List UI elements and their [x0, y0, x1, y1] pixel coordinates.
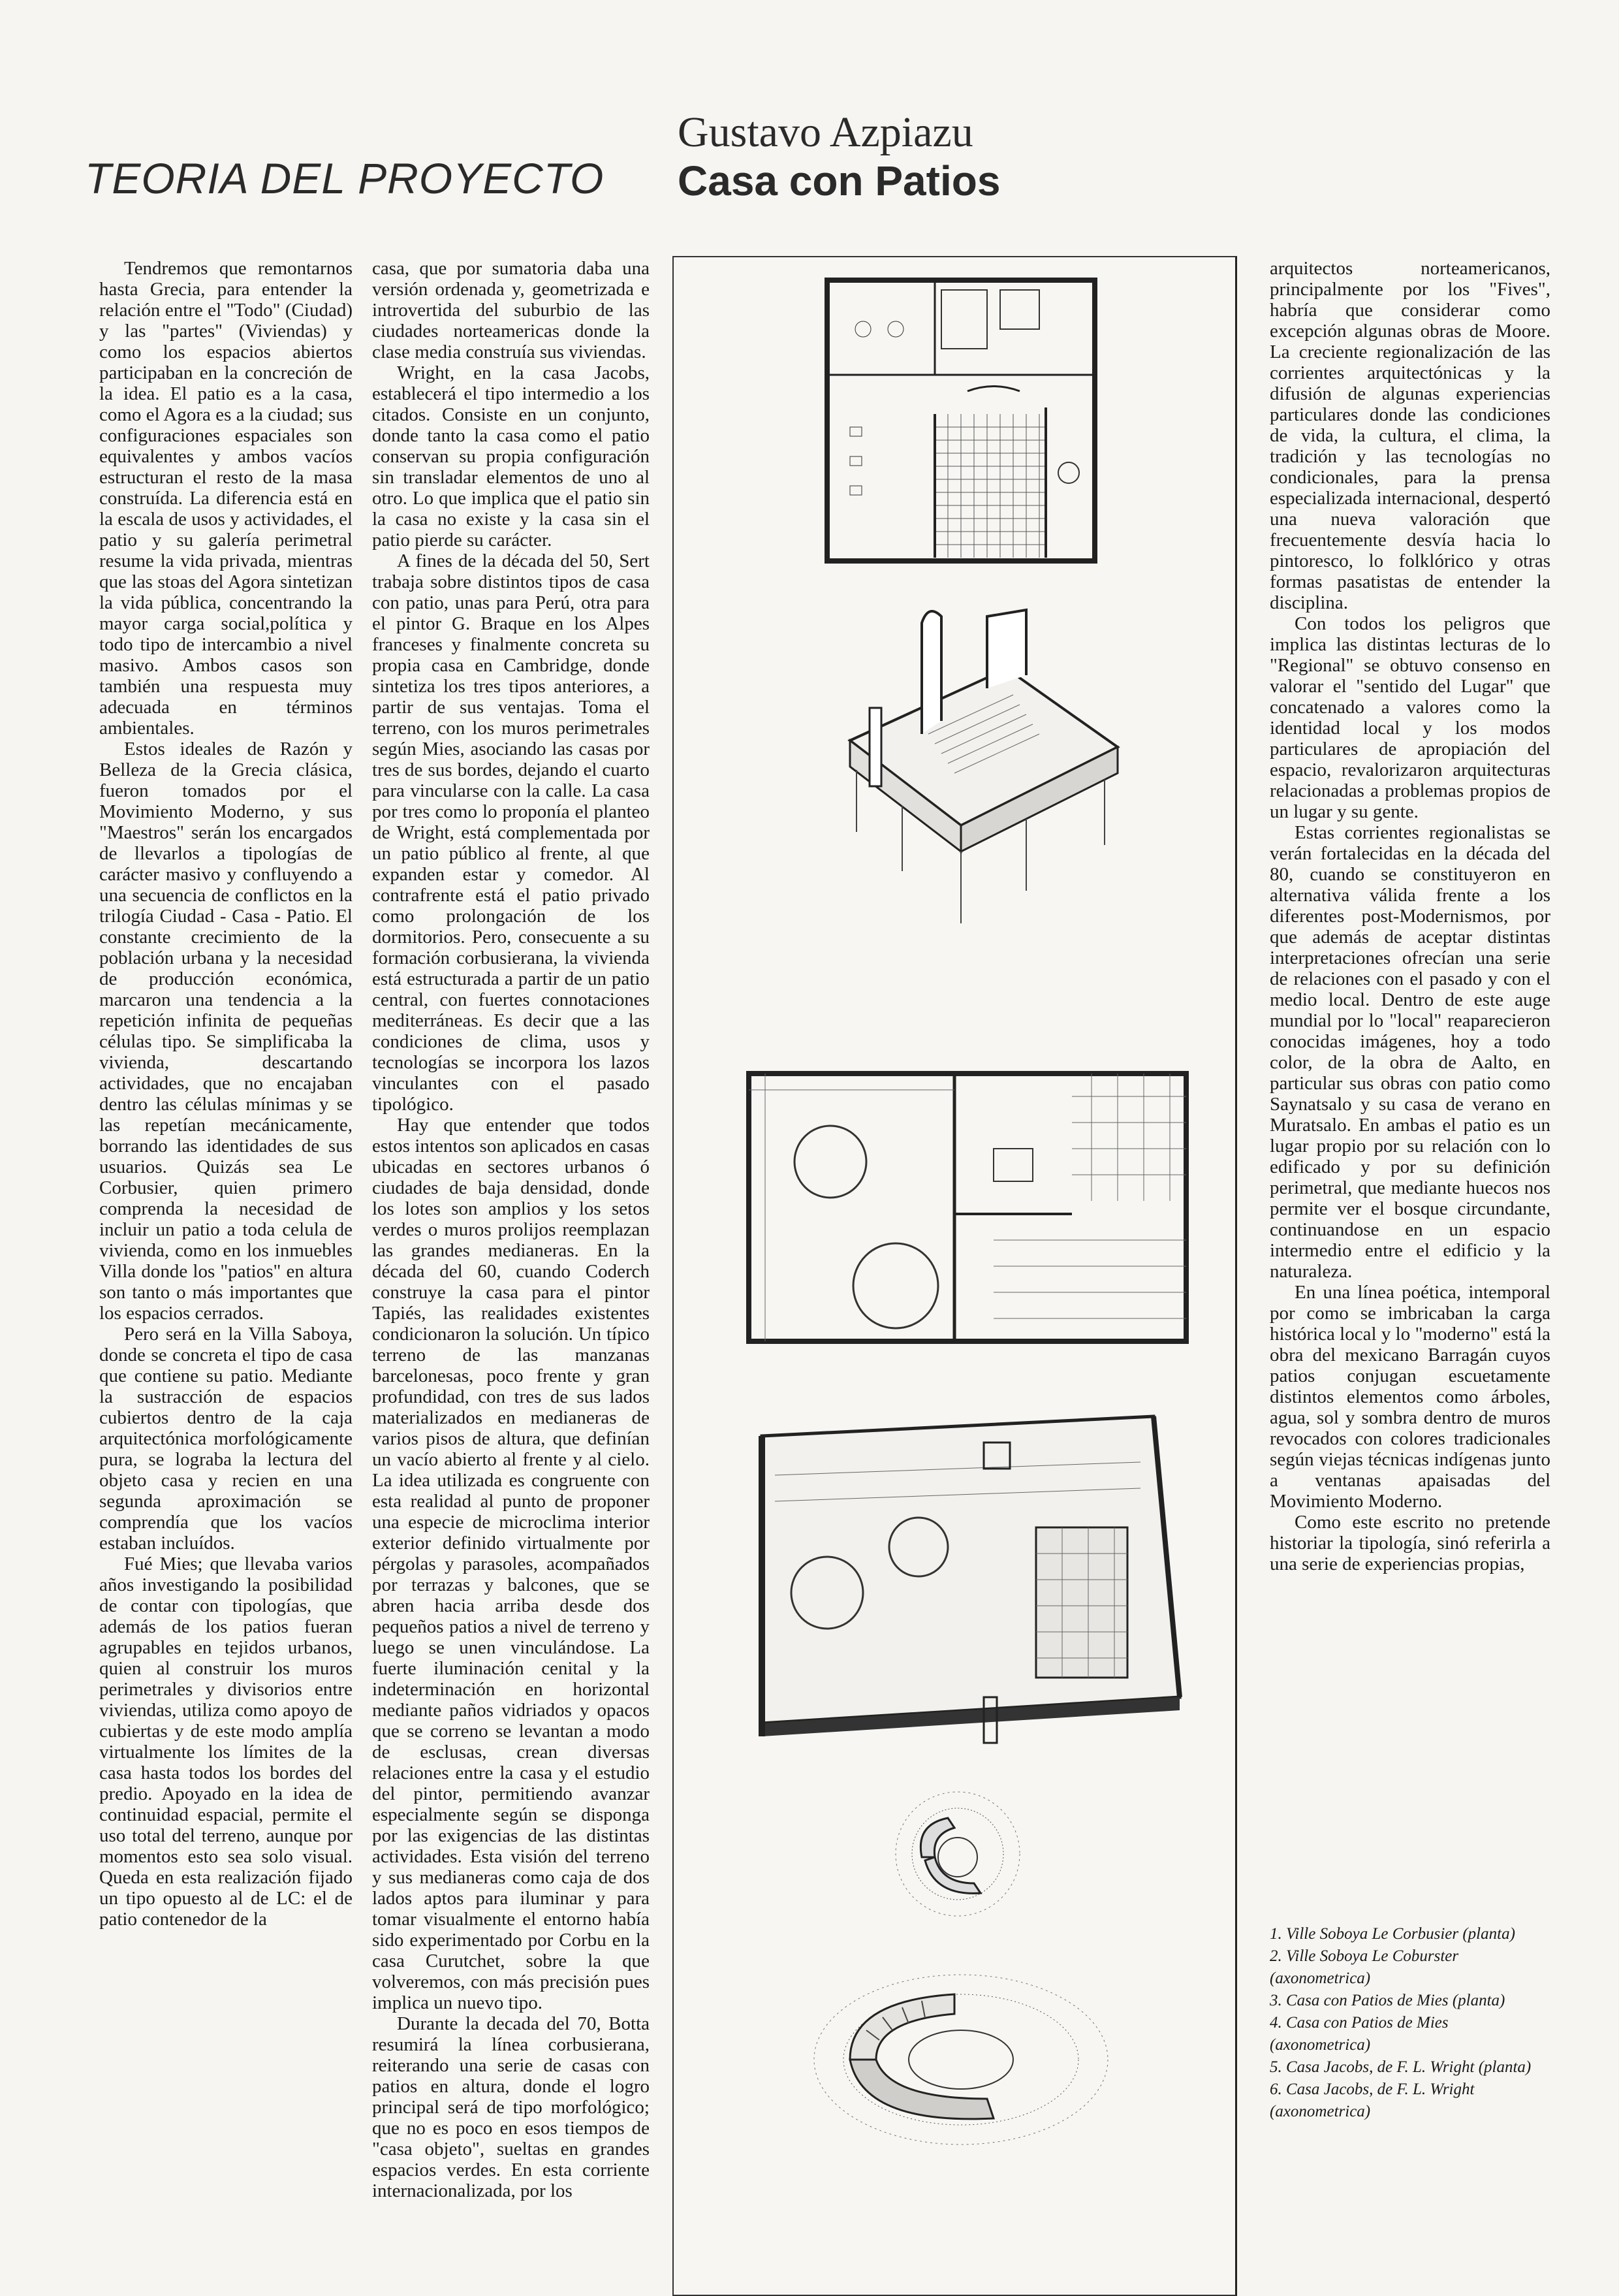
paragraph: Wright, en la casa Jacobs, establecerá el tipo intermedio a los citados. Consiste en un conjunto, donde tanto la casa como el patio conservan su propia configuración sin transladar elementos de uno al otro. Lo que implica que el patio sin la casa no existe y la casa sin el patio pierde su carácter. — [372, 362, 650, 550]
text-column-3 — [1270, 258, 1550, 1574]
figure-captions — [1270, 1923, 1544, 2123]
caption-item: 4. Casa con Patios de Mies (axonometrica) — [1270, 2014, 1449, 2054]
article-title: Casa con Patios — [678, 157, 1001, 204]
paragraph: Fué Mies; que llevaba varios años investigando la posibilidad de contar con tipologías, que además de los patios fueran agrupables en tejidos urbanos, quien al construir los muros perimetrales y divisorios entre viviendas, utiliza como apoyo de cubiertas y de este modo amplía virtualmente los límites de la casa hasta todos los bordes del predio. Apoyado en la idea de continuidad espacial, permite el uso total del terreno, aunque por momentos esto sea solo visual. Queda en esta realización fijado un tipo opuesto al de LC: el de patio contenedor de la — [99, 1554, 353, 1930]
caption-item: 2. Ville Soboya Le Coburster (axonometrica) — [1270, 1947, 1459, 1987]
paragraph: Estas corrientes regionalistas se verán fortalecidas en la década del 80, cuando se constituyeron en alternativa válida frente a los diferentes post-Modernismos, por que además de aceptar distintas interpretaciones ofrecían una serie de relaciones con el pasado y con el medio local. Dentro de este auge mundial por lo "local" reaparecieron conocidas imágenes, hoy a todo color, de la obra de Aalto, en particular sus obras con patio como Saynatsalo y su casa de verano en Muratsalo. En ambas el patio es un lugar propio por su relación con lo edificado y por su definición perimetral, que mediante huecos nos permite ver el bosque circundante, continuandose en un espacio intermedio entre el edificio y la naturaleza. — [1270, 822, 1550, 1282]
caption-item: 5. Casa Jacobs, de F. L. Wright (planta) — [1270, 2058, 1532, 2076]
mies-patio-house-plan-drawing — [746, 1070, 1189, 1345]
paragraph: Pero será en la Villa Saboya, donde se concreta el tipo de casa que contiene su patio. Mediante la sustracción de espacios cubiertos dentro de la caja arquitectónica morfológicamente pura, se lograba la lectura del objeto casa y recien en una segunda aproximación se comprendía que los vacíos estaban incluídos. — [99, 1324, 353, 1554]
paragraph: Durante la decada del 70, Botta resumirá la línea corbusierana, reiterando una serie de casas con patios en altura, donde el logro principal será de tipo morfológico; que no es poco en esos tiempos de "casa objeto", sueltas en grandes espacios verdes. En esta corriente internacionalizada, por los — [372, 2013, 650, 2201]
jacobs-house-axonometric-drawing — [804, 1962, 1118, 2158]
mies-patio-house-axonometric-drawing — [749, 1397, 1193, 1749]
paragraph: casa, que por sumatoria daba una versión ordenada y, geometrizada e introvertida del suburbio de las ciudades norteamericas donde la clase media construía sus viviendas. — [372, 258, 650, 362]
paragraph: A fines de la década del 50, Sert trabaja sobre distintos tipos de casa con patio, unas para Perú, otra para el pintor G. Braque en los Alpes franceses y finalmente concreta su propia casa en Cambridge, donde sintetiza los tres tipos anteriores, a partir de sus ventajas. Toma el terreno, con los muros perimetrales según Mies, asociando las casas por tres de sus bordes, dejando el cuarto para vincularse con la calle. La casa por tres como lo proponía el planteo de Wright, está complementada por un patio público al frente, al que expanden estar y comedor. Al contrafrente está el patio privado como prolongación de los dormitorios. Pero, consecuente a su formación corbusierana, la vivienda está estructurada a partir de un patio central, con fuertes connotaciones mediterráneas. Es decir que a las condiciones de clima, usos y tecnologías se incorpora los lazos vinculantes con el pasado tipológico. — [372, 550, 650, 1115]
paragraph: Estos ideales de Razón y Belleza de la Grecia clásica, fueron tomados por el Movimiento Moderno, y sus "Maestros" serán los encargados de llevarlos a tipologías de carácter masivo y confluyendo a una secuencia de conflictos en la trilogía Ciudad - Casa - Patio. El constante crecimiento de la población urbana y la necesidad de producción económica, marcaron una tendencia a la repetición infinita de pequeñas células tipo. Se simplificaba la vivienda, descartando actividades, que no encajaban dentro las células mínimas y se las repetían mecánicamente, borrando las identidades de sus usuarios. Quizás sea Le Corbusier, quien primero comprenda la necesidad de incluir un patio a toda celula de vivienda, como en los inmuebles Villa donde los "patios" en altura son tanto o más importantes que los espacios cerrados. — [99, 739, 353, 1324]
section-title: TEORIA DEL PROYECTO — [85, 154, 605, 202]
paragraph: Tendremos que remontarnos hasta Grecia, para entender la relación entre el "Todo" (Ciudad) y las "partes" (Viviendas) y como los espacios abiertos participaban en la concreción de la idea. El patio es a la casa, como el Agora es a la ciudad; sus configuraciones espaciales son equivalentes y ambos vacíos estructuran el resto de la masa construída. La diferencia está en la escala de usos y actividades, el patio y su galería perimetral resume la vida privada, mientras que las stoas del Agora sintetizan la vida pública, concentrando la mayor carga social,política y todo tipo de intercambio a nivel masivo. Ambos casos son también una respuesta muy adecuada en términos ambientales. — [99, 258, 353, 739]
paragraph: Hay que entender que todos estos intentos son aplicados en casas ubicadas en sectores urbanos ó ciudades de baja densidad, donde los lotes son amplios y los setos verdes o muros prolijos reemplazan las grandes medianeras. En la década del 60, cuando Coderch construye la casa para el pintor Tapiés, las realidades existentes condicionaron la solución. Un típico terreno de las manzanas barcelonesas, poco frente y gran profundidad, con tres de sus lados materializados en medianeras de varios pisos de altura, que definían un vacío abierto al frente y al cielo. La idea utilizada es congruente con esta realidad al punto de proponer una especie de microclima interior exterior definido virtualmente por pérgolas y parasoles, acompañados por terrazas y balcones, que se abren hacia arriba desde dos pequeños patios a nivel de terreno y luego se unen vinculándose. La fuerte iluminación cenital y la indeterminación en horizontal mediante paños vidriados y opacos que se correno se levantan a modo de esclusas, crean diversas relaciones entre la casa y el estudio del pintor, permitiendo avanzar especialmente según se disponga por las exigencias de las distintas actividades. Esta visión del terreno y sus medianeras como caja de dos lados aptos para iluminar y para tomar visualmente el entorno había sido experimentado por Corbu en la casa Curutchet, sobre la que volveremos, con más precisión pues implica un nuevo tipo. — [372, 1115, 650, 2013]
paragraph: Como este escrito no pretende historiar la tipología, sinó referirla a una serie de experiencias propias, — [1270, 1512, 1550, 1574]
caption-item: 6. Casa Jacobs, de F. L. Wright (axonometrica) — [1270, 2081, 1475, 2120]
paragraph: En una línea poética, intemporal por como se imbricaban la carga histórica local y lo "moderno" está la obra del mexicano Barragán cuyos patios conjugan escuetamente distintos elementos como árboles, agua, sol y sombra dentro de muros revocados con colores tradicionales según viejas técnicas indígenas junto a ventanas apaisadas del Movimiento Moderno. — [1270, 1282, 1550, 1512]
jacobs-house-plan-drawing — [889, 1785, 1026, 1922]
villa-savoye-axonometric-drawing — [830, 590, 1131, 930]
villa-savoye-plan-drawing — [824, 277, 1098, 564]
paragraph: Con todos los peligros que implica las distintas lecturas de lo "Regional" se obtuvo consenso en valorar el "sentido del Lugar" que concatenado a valores como la identidad local y los modos particulares de apropiación del espacio, revalorizaron arquitecturas relacionadas a problemas propios de un lugar y su gente. — [1270, 613, 1550, 822]
paragraph: arquitectos norteamericanos, principalmente por los "Fives", habría que considerar como excepción algunas obras de Moore. La creciente regionalización de las corrientes arquitectónicas y la difusión de algunas experiencias particulares donde las condiciones de vida, la cultura, el clima, la tradición y las tecnologías no condicionales, para la prensa especializada internacional, despertó una nueva valoración que frecuentemente desvía hacia lo pintoresco, lo folklórico y otras formas pasatistas de entender la disciplina. — [1270, 258, 1550, 613]
caption-item: 3. Casa con Patios de Mies (planta) — [1270, 1992, 1505, 2009]
text-column-1 — [99, 258, 353, 1930]
author-name: Gustavo Azpiazu — [678, 108, 973, 156]
figure-panel — [672, 256, 1237, 2296]
caption-item: 1. Ville Soboya Le Corbusier (planta) — [1270, 1925, 1515, 1943]
text-column-2 — [372, 258, 650, 2201]
